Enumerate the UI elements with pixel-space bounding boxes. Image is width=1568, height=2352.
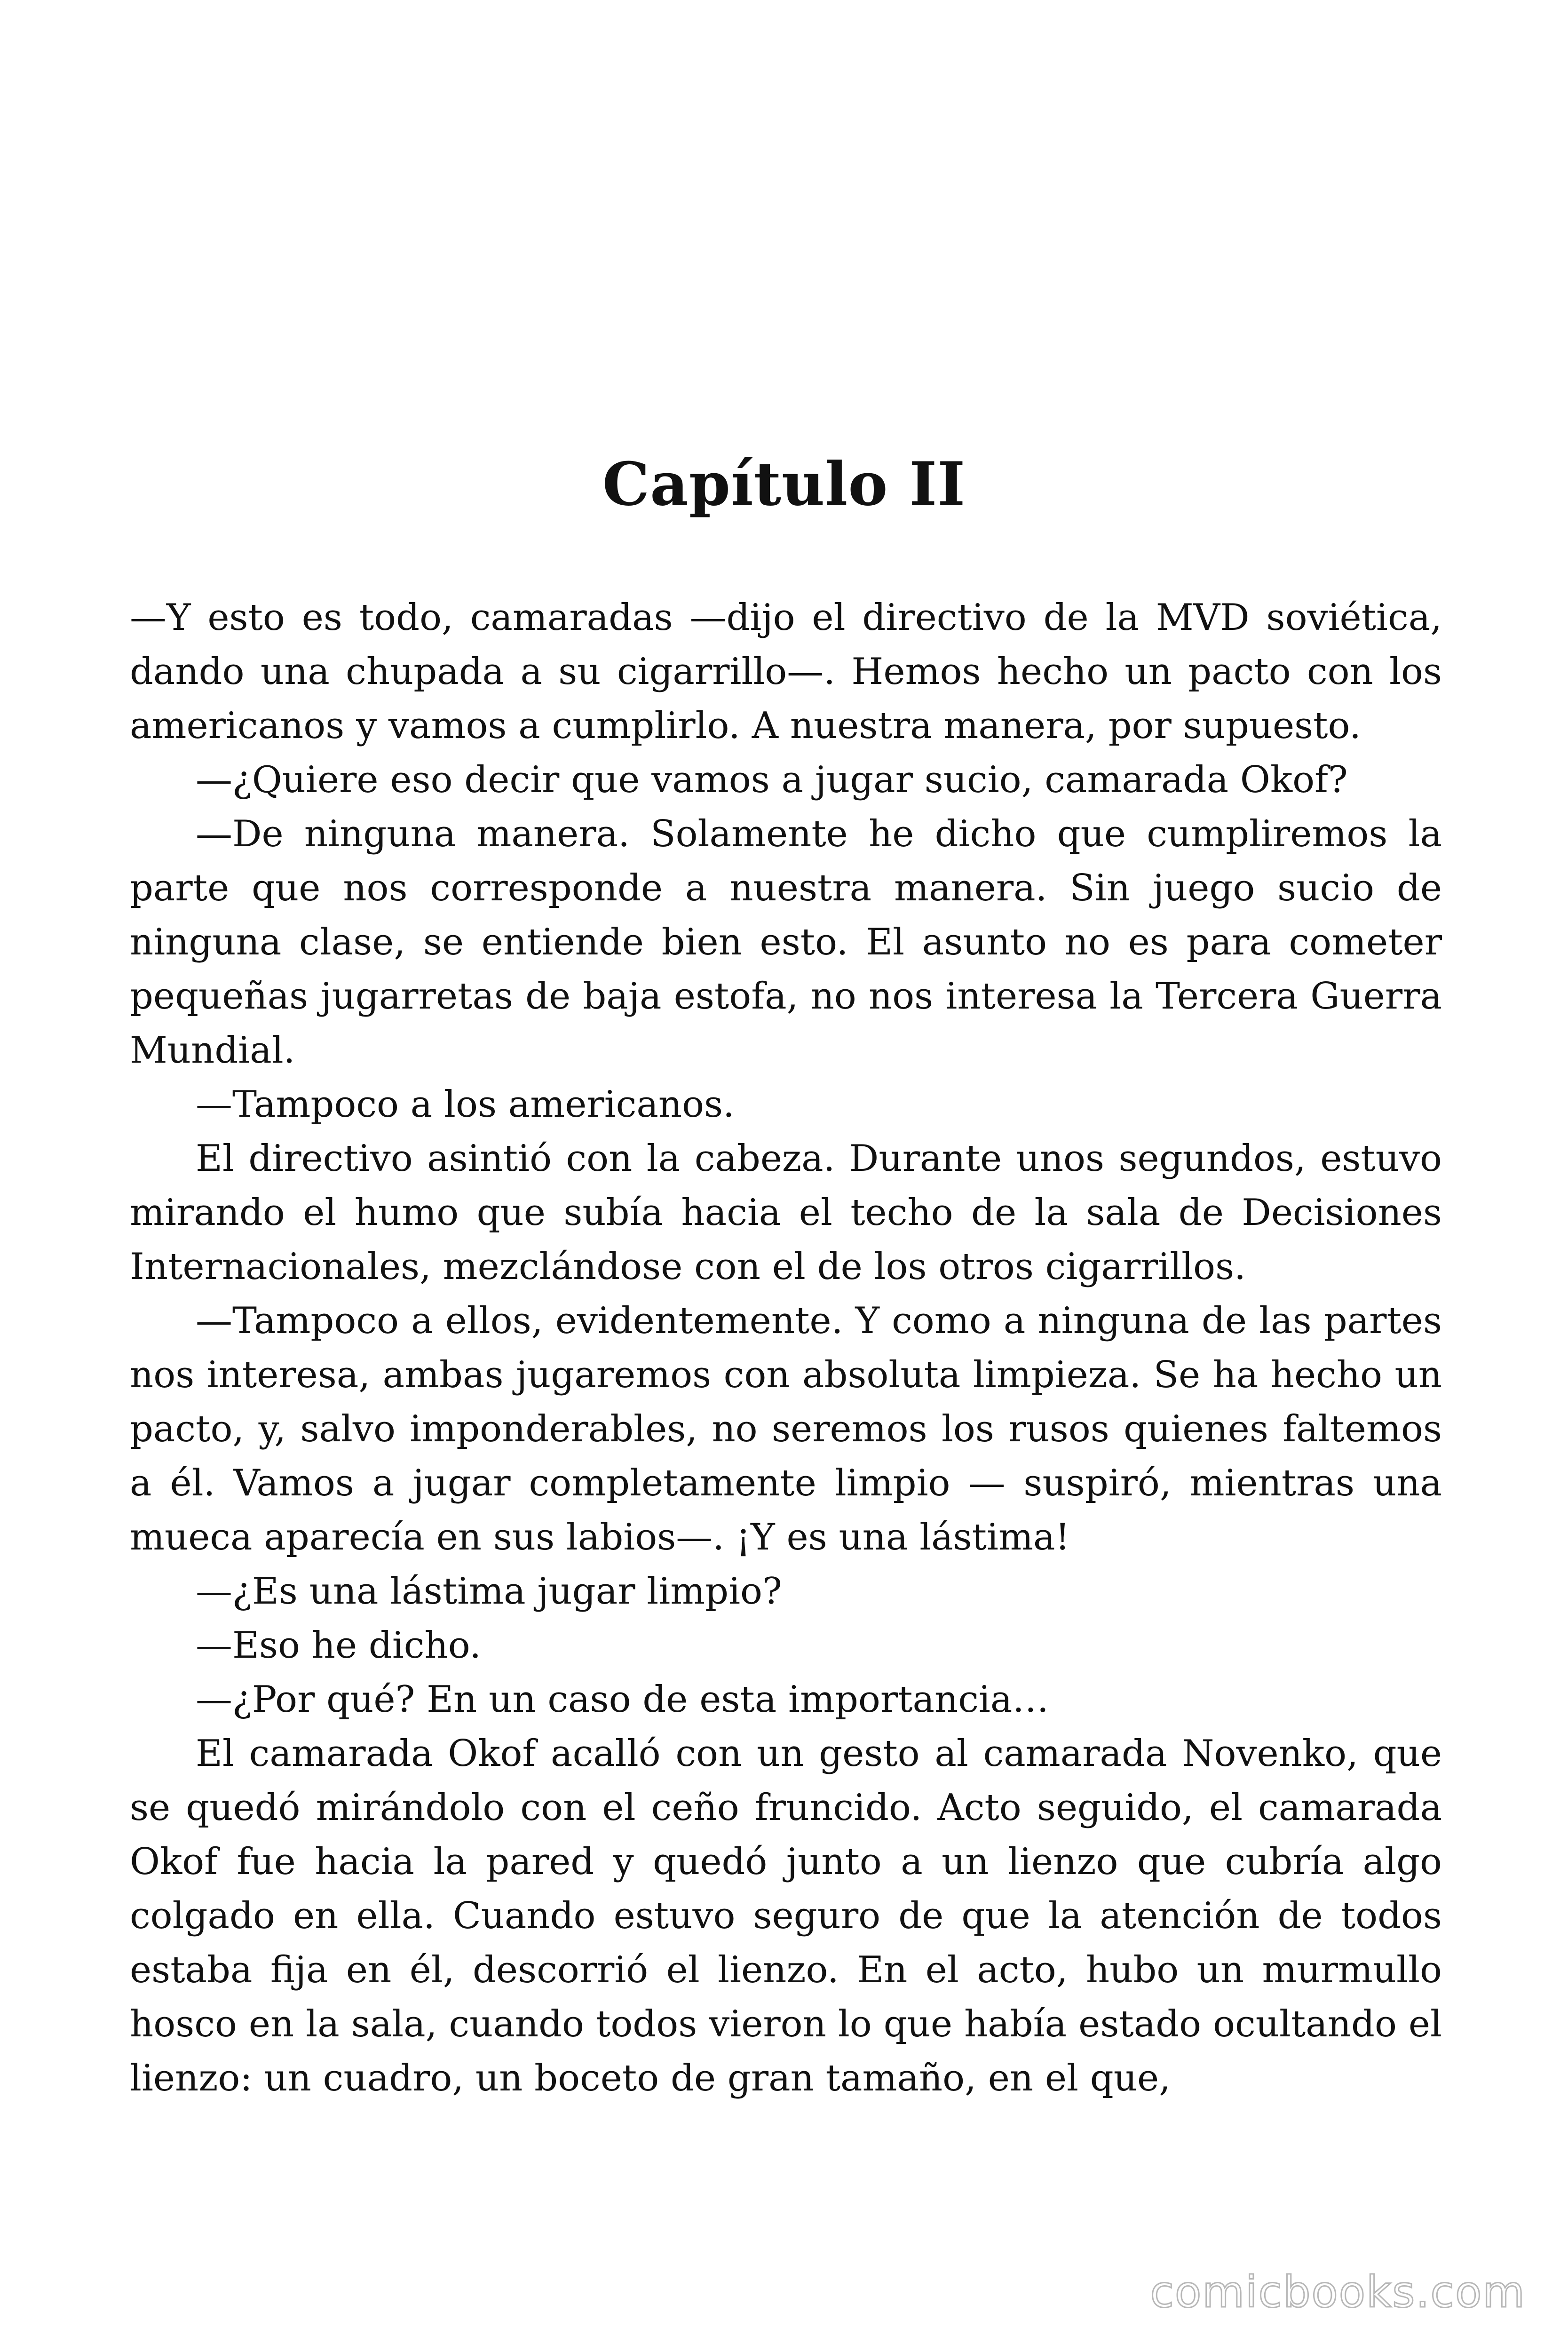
chapter-title: Capítulo II [602,449,966,519]
paragraph: —Tampoco a los americanos. [196,1083,735,1126]
paragraph: —Eso he dicho. [196,1624,482,1667]
body-text [130,591,1442,2106]
paragraph: —¿Por qué? En un caso de esta importancia… [196,1678,1049,1721]
paragraph: —Y esto es todo, camaradas —dijo el directivo de la MVD soviética, dando una chupada a su cigarrillo—. Hemos hecho un pacto con los americanos y vamos a cumplirlo. A nuestra manera, por supuesto. [130,596,1442,747]
paragraph: El camarada Okof acalló con un gesto al camarada Novenko, que se quedó mirándolo con el ceño fruncido. Acto seguido, el camarada Okof fue hacia la pared y quedó junto a un lienzo que cubría algo colgado en ella. Cuando estuvo seguro de que la atención de todos estaba fija en él, descorrió el lienzo. En el acto, hubo un murmullo hosco en la sala, cuando todos vieron lo que había estado ocultando el lienzo: un cuadro, un boceto de gran tamaño, en el que, [130,1732,1442,2099]
paragraph: —De ninguna manera. Solamente he dicho que cumpliremos la parte que nos corresponde a nuestra manera. Sin juego sucio de ninguna clase, se entiende bien esto. El asunto no es para cometer pequeñas jugarretas de baja estofa, no nos interesa la Tercera Guerra Mundial. [130,813,1442,1072]
paragraph: El directivo asintió con la cabeza. Durante unos segundos, estuvo mirando el humo que subía hacia el techo de la sala de Decisiones Internacionales, mezclándose con el de los otros cigarrillos. [130,1137,1442,1288]
paragraph: —¿Es una lástima jugar limpio? [196,1570,782,1613]
watermark: comicbooks.com [1150,2267,1526,2317]
paragraph: —Tampoco a ellos, evidentemente. Y como a ninguna de las partes nos interesa, ambas jugaremos con absoluta limpieza. Se ha hecho un pacto, y, salvo imponderables, no seremos los rusos quienes faltemos a él. Vamos a jugar completamente limpio — suspiró, mientras una mueca aparecía en sus labios—. ¡Y es una lástima! [130,1300,1442,1558]
paragraph: —¿Quiere eso decir que vamos a jugar sucio, camarada Okof? [196,759,1348,801]
